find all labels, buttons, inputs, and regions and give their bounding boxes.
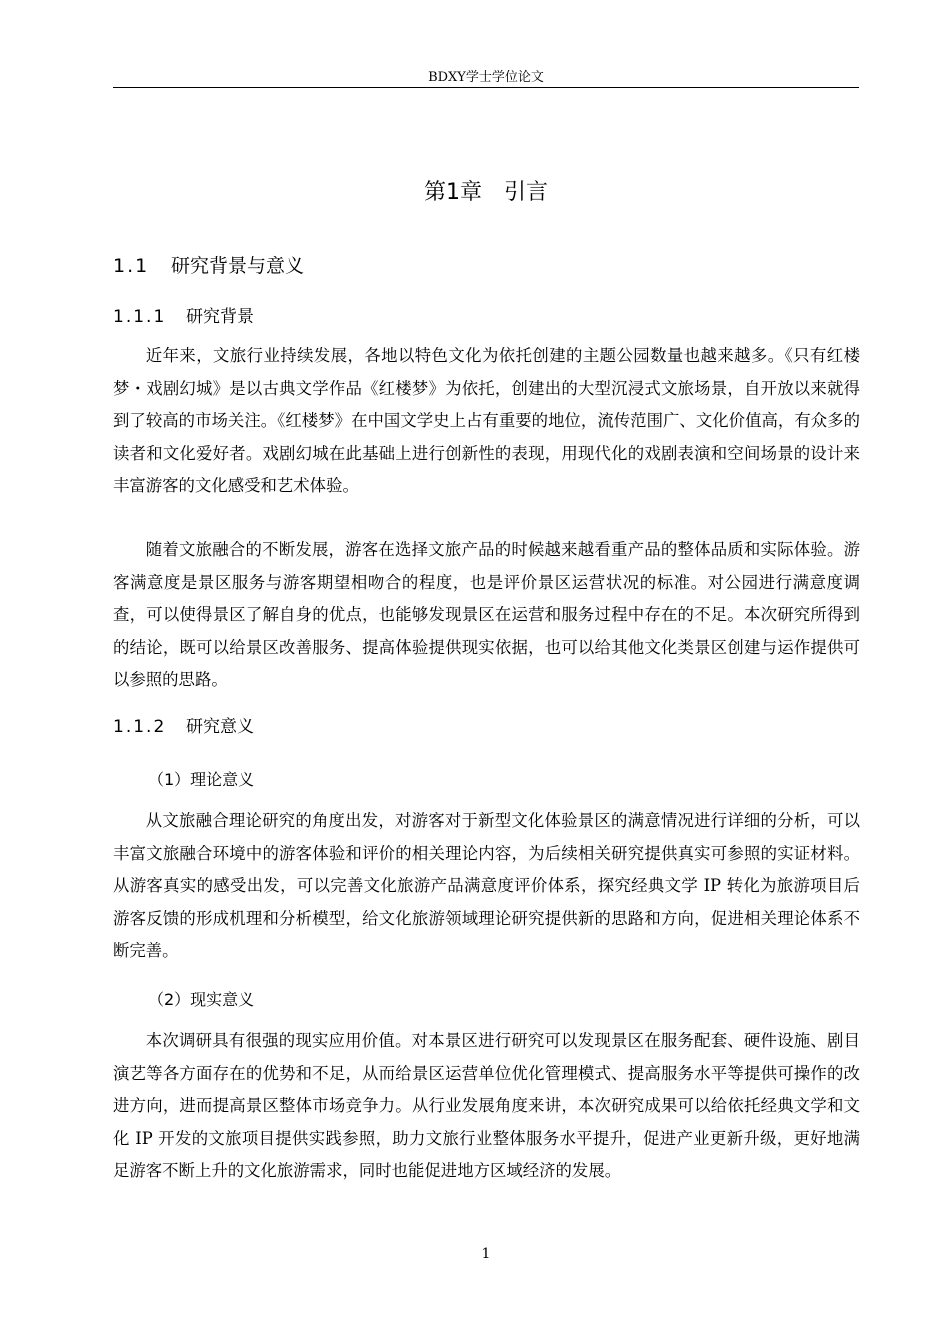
paragraph-practice: 本次调研具有很强的现实应用价值。对本景区进行研究可以发现景区在服务配套、硬件设施、剧目演艺等各方面存在的优势和不足，从而给景区运营单位优化管理模式、提高服务水平等提供可操作的改进方向，进而提高景区整体市场竞争力。从行业发展角度来讲，本次研究成果可以给依托经典文学和文化 IP 开发的文旅项目提供实践参照，助力文旅行业整体服务水平提升，促进产业更新升级，更好地满足游客不断上升的文化旅游需求，同时也能促进地方区域经济的发展。 [113,1031,860,1180]
section-heading-1-1-2 [113,713,254,741]
section-number: 1.1.2 [113,717,167,737]
paragraph-background-2: 随着文旅融合的不断发展，游客在选择文旅产品的时候越来越看重产品的整体品质和实际体验。游客满意度是景区服务与游客期望相吻合的程度，也是评价景区运营状况的标准。对公园进行满意度调查，可以使得景区了解自身的优点，也能够发现景区在运营和服务过程中存在的不足。本次研究所得到的结论，既可以给景区改善服务、提高体验提供现实依据，也可以给其他文化类景区创建与运作提供可以参照的思路。 [113,540,860,689]
running-header: BDXY学士学位论文 [428,70,544,85]
header-rule [113,87,859,88]
section-title: 研究背景与意义 [171,255,305,277]
paragraph-theory: 从文旅融合理论研究的角度出发，对游客对于新型文化体验景区的满意情况进行详细的分析，可以丰富文旅融合环境中的游客体验和评价的相关理论内容，为后续相关研究提供真实可参照的实证材料。从游客真实的感受出发，可以完善文化旅游产品满意度评价体系，探究经典文学 IP 转化为旅游项目后游客反馈的形成机理和分析模型，给文化旅游领域理论研究提供新的思路和方向，促进相关理论体系不断完善。 [113,811,860,960]
section-number: 1.1.1 [113,307,167,327]
chapter-title: 引言 [503,180,548,205]
chapter-number: 第1章 [423,180,482,205]
section-heading-1-1 [113,251,304,281]
section-heading-1-1-1 [113,303,254,331]
subheading-theory: （1）理论意义 [148,770,255,789]
section-title: 研究背景 [186,307,254,327]
section-number: 1.1 [113,255,150,277]
chapter-heading [113,176,859,210]
subheading-practice: （2）现实意义 [148,990,255,1009]
section-title: 研究意义 [186,717,254,737]
page-number: 1 [481,1246,491,1262]
paragraph-background-1: 近年来，文旅行业持续发展，各地以特色文化为依托创建的主题公园数量也越来越多。《只有红楼梦・戏剧幻城》是以古典文学作品《红楼梦》为依托，创建出的大型沉浸式文旅场景，自开放以来就得到了较高的市场关注。《红楼梦》在中国文学史上占有重要的地位，流传范围广、文化价值高，有众多的读者和文化爱好者。戏剧幻城在此基础上进行创新性的表现，用现代化的戏剧表演和空间场景的设计来丰富游客的文化感受和艺术体验。 [113,346,860,495]
